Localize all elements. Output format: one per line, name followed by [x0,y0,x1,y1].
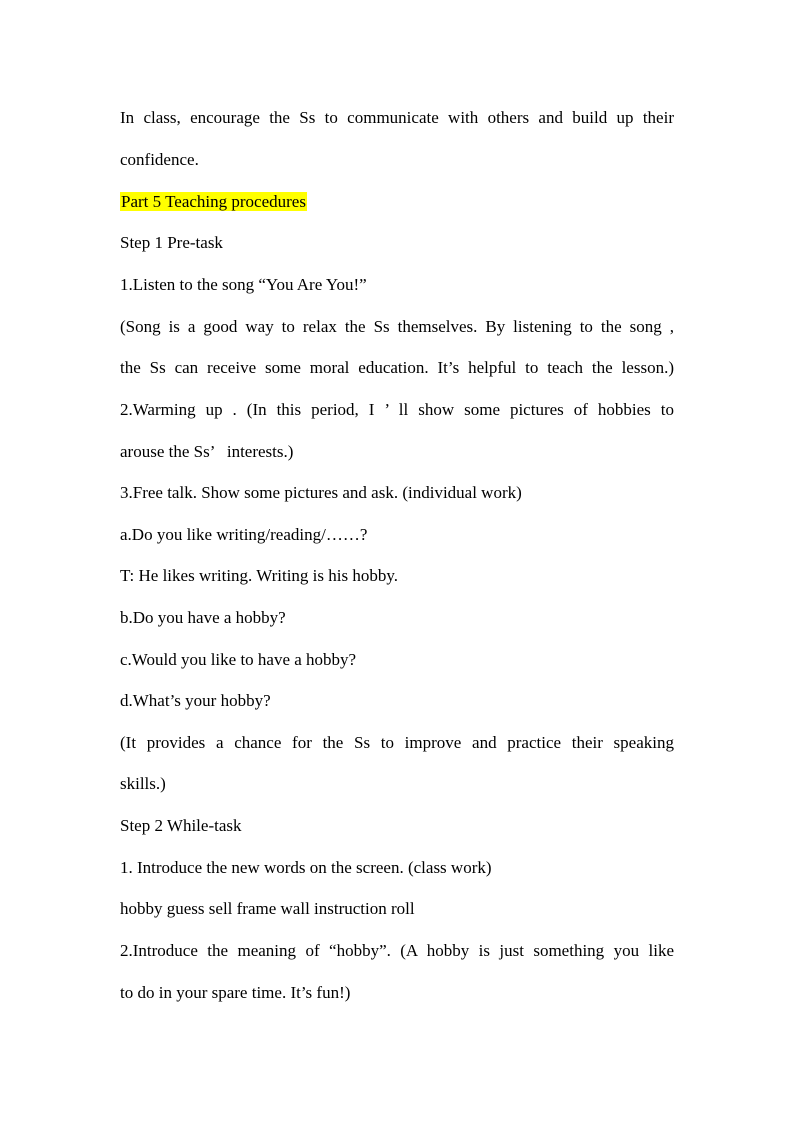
paragraph-line: to do in your spare time. It’s fun!) [120,983,351,1002]
step-heading: Step 2 While-task [120,816,242,835]
paragraph-line: In class, encourage the Ss to communicate with others and build up their [120,108,674,127]
paragraph-line: arouse the Ss’ interests.) [120,442,294,461]
paragraph-line: c.Would you like to have a hobby? [120,650,357,669]
paragraph-line: 1.Listen to the song “You Are You!” [120,275,367,294]
step-heading: Step 1 Pre-task [120,233,223,252]
paragraph-line: 1. Introduce the new words on the screen. (class work) [120,858,492,877]
section-heading [120,192,674,212]
paragraph-line: T: He likes writing. Writing is his hobby. [120,566,399,585]
highlighted-heading-text: Part 5 Teaching procedures [121,192,306,211]
paragraph-line: (Song is a good way to relax the Ss themselves. By listening to the song , [120,317,674,336]
paragraph-line: the Ss can receive some moral education. It’s helpful to teach the lesson.) [120,358,674,377]
paragraph-line: hobby guess sell frame wall instruction roll [120,899,415,918]
paragraph-line: (It provides a chance for the Ss to improve and practice their speaking [120,733,674,752]
paragraph-line: 2.Warming up . (In this period, I ’ ll show some pictures of hobbies to [120,400,674,419]
paragraph-line: confidence. [120,150,199,169]
paragraph-line: 2.Introduce the meaning of “hobby”. (A hobby is just something you like [120,941,674,960]
paragraph-line: 3.Free talk. Show some pictures and ask. (individual work) [120,483,522,502]
paragraph-line: b.Do you have a hobby? [120,608,286,627]
paragraph-line: skills.) [120,774,166,793]
paragraph-line: d.What’s your hobby? [120,691,271,710]
paragraph-line: a.Do you like writing/reading/……? [120,525,368,544]
